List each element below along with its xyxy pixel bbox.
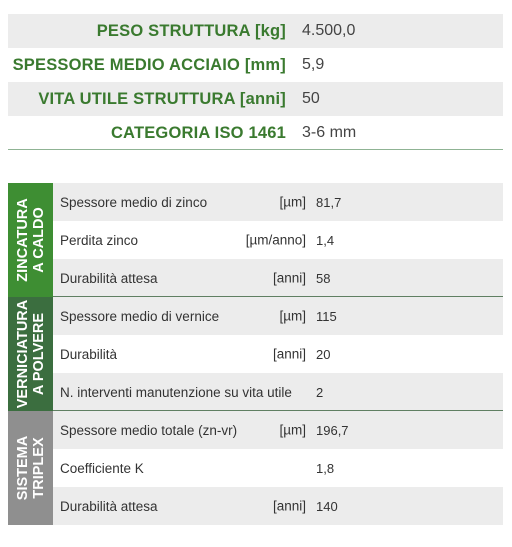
- section-title-line2: A POLVERE: [30, 312, 47, 396]
- section-title: [15, 436, 47, 500]
- section-rows: [53, 411, 503, 525]
- table-row: [53, 373, 503, 411]
- section-side-label: [8, 411, 53, 525]
- summary-value: 50: [302, 90, 320, 107]
- row-label: Spessore medio di vernice [µm]: [60, 308, 306, 324]
- row-value: 115: [316, 308, 337, 324]
- section-rows: [53, 183, 503, 297]
- table-row: [53, 449, 503, 487]
- table-row: [53, 297, 503, 335]
- row-value: 81,7: [316, 194, 342, 210]
- row-label: Durabilità attesa [anni]: [60, 270, 306, 286]
- row-value: 1,4: [316, 232, 335, 248]
- section-title-line1: VERNICIATURA: [14, 299, 31, 409]
- section-triplex: [8, 411, 503, 525]
- row-label: N. interventi manutenzione su vita utile: [60, 384, 292, 400]
- summary-value: 3-6 mm: [302, 124, 357, 141]
- section-title-line2: TRIPLEX: [30, 437, 47, 499]
- row-unit: [µm]: [279, 308, 306, 324]
- row-value: 2: [316, 384, 324, 400]
- table-row: [53, 183, 503, 221]
- table-row: [53, 259, 503, 297]
- section-side-label: [8, 297, 53, 411]
- row-unit: [µm]: [279, 194, 306, 210]
- row-label: Perdita zinco [µm/anno]: [60, 232, 306, 248]
- section-title-line2: A CALDO: [30, 207, 47, 273]
- summary-table: [8, 14, 503, 150]
- row-value: 140: [316, 498, 338, 514]
- summary-label: SPESSORE MEDIO ACCIAIO [mm]: [12, 55, 286, 74]
- table-row: [53, 487, 503, 525]
- summary-value: 4.500,0: [302, 22, 356, 39]
- summary-row-categoria: [8, 116, 503, 150]
- table-row: [53, 411, 503, 449]
- section-title-line1: SISTEMA: [14, 435, 31, 501]
- row-unit: [µm/anno]: [245, 232, 306, 248]
- summary-label: CATEGORIA ISO 1461: [110, 123, 286, 142]
- row-unit: [µm]: [279, 422, 306, 438]
- row-unit: [anni]: [272, 498, 306, 514]
- table-row: [53, 335, 503, 373]
- row-value: 1,8: [316, 460, 335, 476]
- row-value: 58: [316, 270, 331, 286]
- section-title: [15, 198, 47, 282]
- row-value: 196,7: [316, 422, 349, 438]
- summary-row-peso: [8, 14, 503, 48]
- row-label: Coefficiente K: [60, 460, 144, 476]
- summary-row-spessore: [8, 48, 503, 82]
- row-value: 20: [316, 346, 331, 362]
- summary-row-vita: [8, 82, 503, 116]
- summary-value: 5,9: [302, 56, 325, 73]
- row-unit: [anni]: [272, 270, 306, 286]
- row-label: Spessore medio totale (zn-vr) [µm]: [60, 422, 306, 438]
- summary-label: VITA UTILE STRUTTURA [anni]: [38, 89, 286, 108]
- summary-divider: [8, 149, 503, 150]
- section-verniciatura: [8, 297, 503, 411]
- section-zincatura: [8, 183, 503, 297]
- section-rows: [53, 297, 503, 411]
- section-title-line1: ZINCATURA: [14, 198, 31, 282]
- row-label: Durabilità [anni]: [60, 346, 306, 362]
- section-side-label: [8, 183, 53, 297]
- section-title: [15, 300, 47, 408]
- row-unit: [anni]: [272, 346, 306, 362]
- row-label: Durabilità attesa [anni]: [60, 498, 306, 514]
- summary-label: PESO STRUTTURA [kg]: [96, 21, 286, 40]
- table-row: [53, 221, 503, 259]
- row-label: Spessore medio di zinco [µm]: [60, 194, 306, 210]
